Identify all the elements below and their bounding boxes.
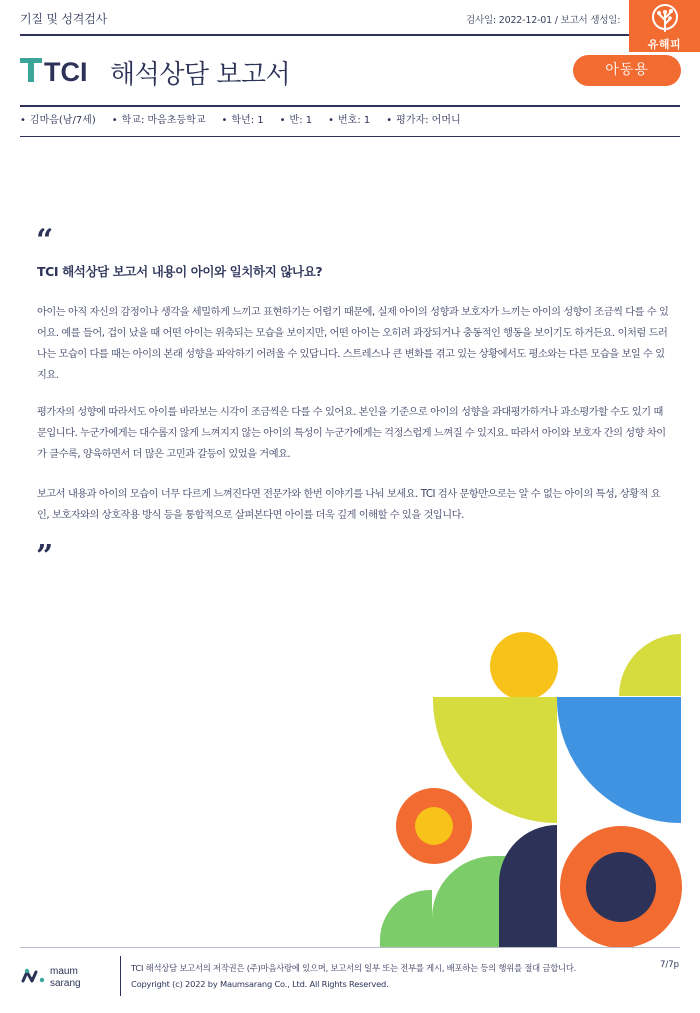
decorative-flower-illustration: [370, 632, 682, 947]
info-name: • 김마음(남/7세): [20, 115, 96, 126]
section-heading: TCI 해석상담 보고서 내용이 아이와 일치하지 않나요?: [37, 264, 323, 279]
footer-vertical-divider: [120, 956, 121, 996]
top-divider: [20, 34, 629, 36]
close-quote-icon: ”: [36, 539, 54, 574]
copyright-line-2: Copyright (c) 2022 by Maumsarang Co., Ltd. All Rights Reserved.: [131, 979, 389, 989]
maumsarang-logo: [20, 963, 110, 989]
copyright-notice: [131, 960, 576, 992]
copyright-line-1: TCI 해석상담 보고서의 저작권은 (주)마음사랑에 있으며, 보고서의 일부 또는 전부를 게시, 배포하는 등의 행위를 절대 금합니다.: [131, 963, 577, 973]
info-divider-bottom: [20, 136, 680, 137]
brand-label: 유해피: [647, 38, 682, 51]
document-type: 기질 및 성격검사: [20, 12, 107, 26]
info-class: • 반: 1: [279, 115, 313, 126]
info-number: • 번호: 1: [328, 115, 371, 126]
info-school: • 학교: 마음초등학교: [111, 115, 206, 126]
tci-logo: [20, 56, 100, 84]
test-date-meta: 검사일: 2022-12-01 / 보고서 생성일:: [466, 15, 621, 26]
page-number: 7/7p: [660, 960, 680, 970]
tree-logo-icon: [651, 4, 679, 34]
top-bar: [0, 0, 700, 34]
logo-line-1: maum: [50, 966, 78, 977]
student-info-row: [20, 111, 477, 129]
brand-badge[interactable]: [629, 0, 700, 52]
info-rater: • 평가자: 어머니: [386, 115, 461, 126]
open-quote-icon: “: [36, 223, 54, 258]
report-title: 해석상담 보고서: [110, 60, 291, 90]
info-divider-top: [20, 105, 680, 107]
paragraph-1: 아이는 아직 자신의 감정이나 생각을 세밀하게 느끼고 표현하기는 어렵기 때문에, 실제 아이의 성향과 보호자가 느끼는 아이의 성향이 조금씩 다를 수 있어요. 예를 들어, 겁이 났을 때 어떤 아이는 위축되는 모습을 보이지만, 어떤 아이는 오히려 과장되거나 충동적인 행동을 보이기도 하거든요. 이처럼 드러나는 모습이 다를 때는 아이의 본래 성향을 파악하기 어려울 수 있답니다. 스트레스나 큰 변화를 겪고 있는 상황에서도 평소와는 다른 모습을 보일 수 있지요.: [37, 307, 669, 381]
info-grade: • 학년: 1: [221, 115, 264, 126]
logo-line-2: sarang: [50, 978, 81, 989]
version-badge: 아동용: [573, 55, 681, 86]
logo-text: TCI: [44, 57, 88, 84]
footer-divider: [20, 947, 680, 948]
paragraph-3: 보고서 내용과 아이의 모습이 너무 다르게 느껴진다면 전문가와 한번 이야기를 나눠 보세요. TCI 검사 문항만으로는 알 수 없는 아이의 특성, 상황적 요인, 보호자와의 상호작용 방식 등을 통합적으로 살펴본다면 아이를 더욱 깊게 이해할 수 있을 것입니다.: [37, 489, 661, 521]
paragraph-2: 평가자의 성향에 따라서도 아이를 바라보는 시각이 조금씩은 다를 수 있어요. 본인을 기준으로 아이의 성향을 과대평가하거나 과소평가할 수도 있기 때문입니다. 누군가에게는 대수롭지 않게 느껴지지 않는 아이의 특성이 누군가에게는 걱정스럽게 느껴질 수 있지요. 따라서 아이와 보호자 간의 성향 차이가 클수록, 양육하면서 더 많은 고민과 갈등이 있었을 거예요.: [37, 407, 666, 460]
